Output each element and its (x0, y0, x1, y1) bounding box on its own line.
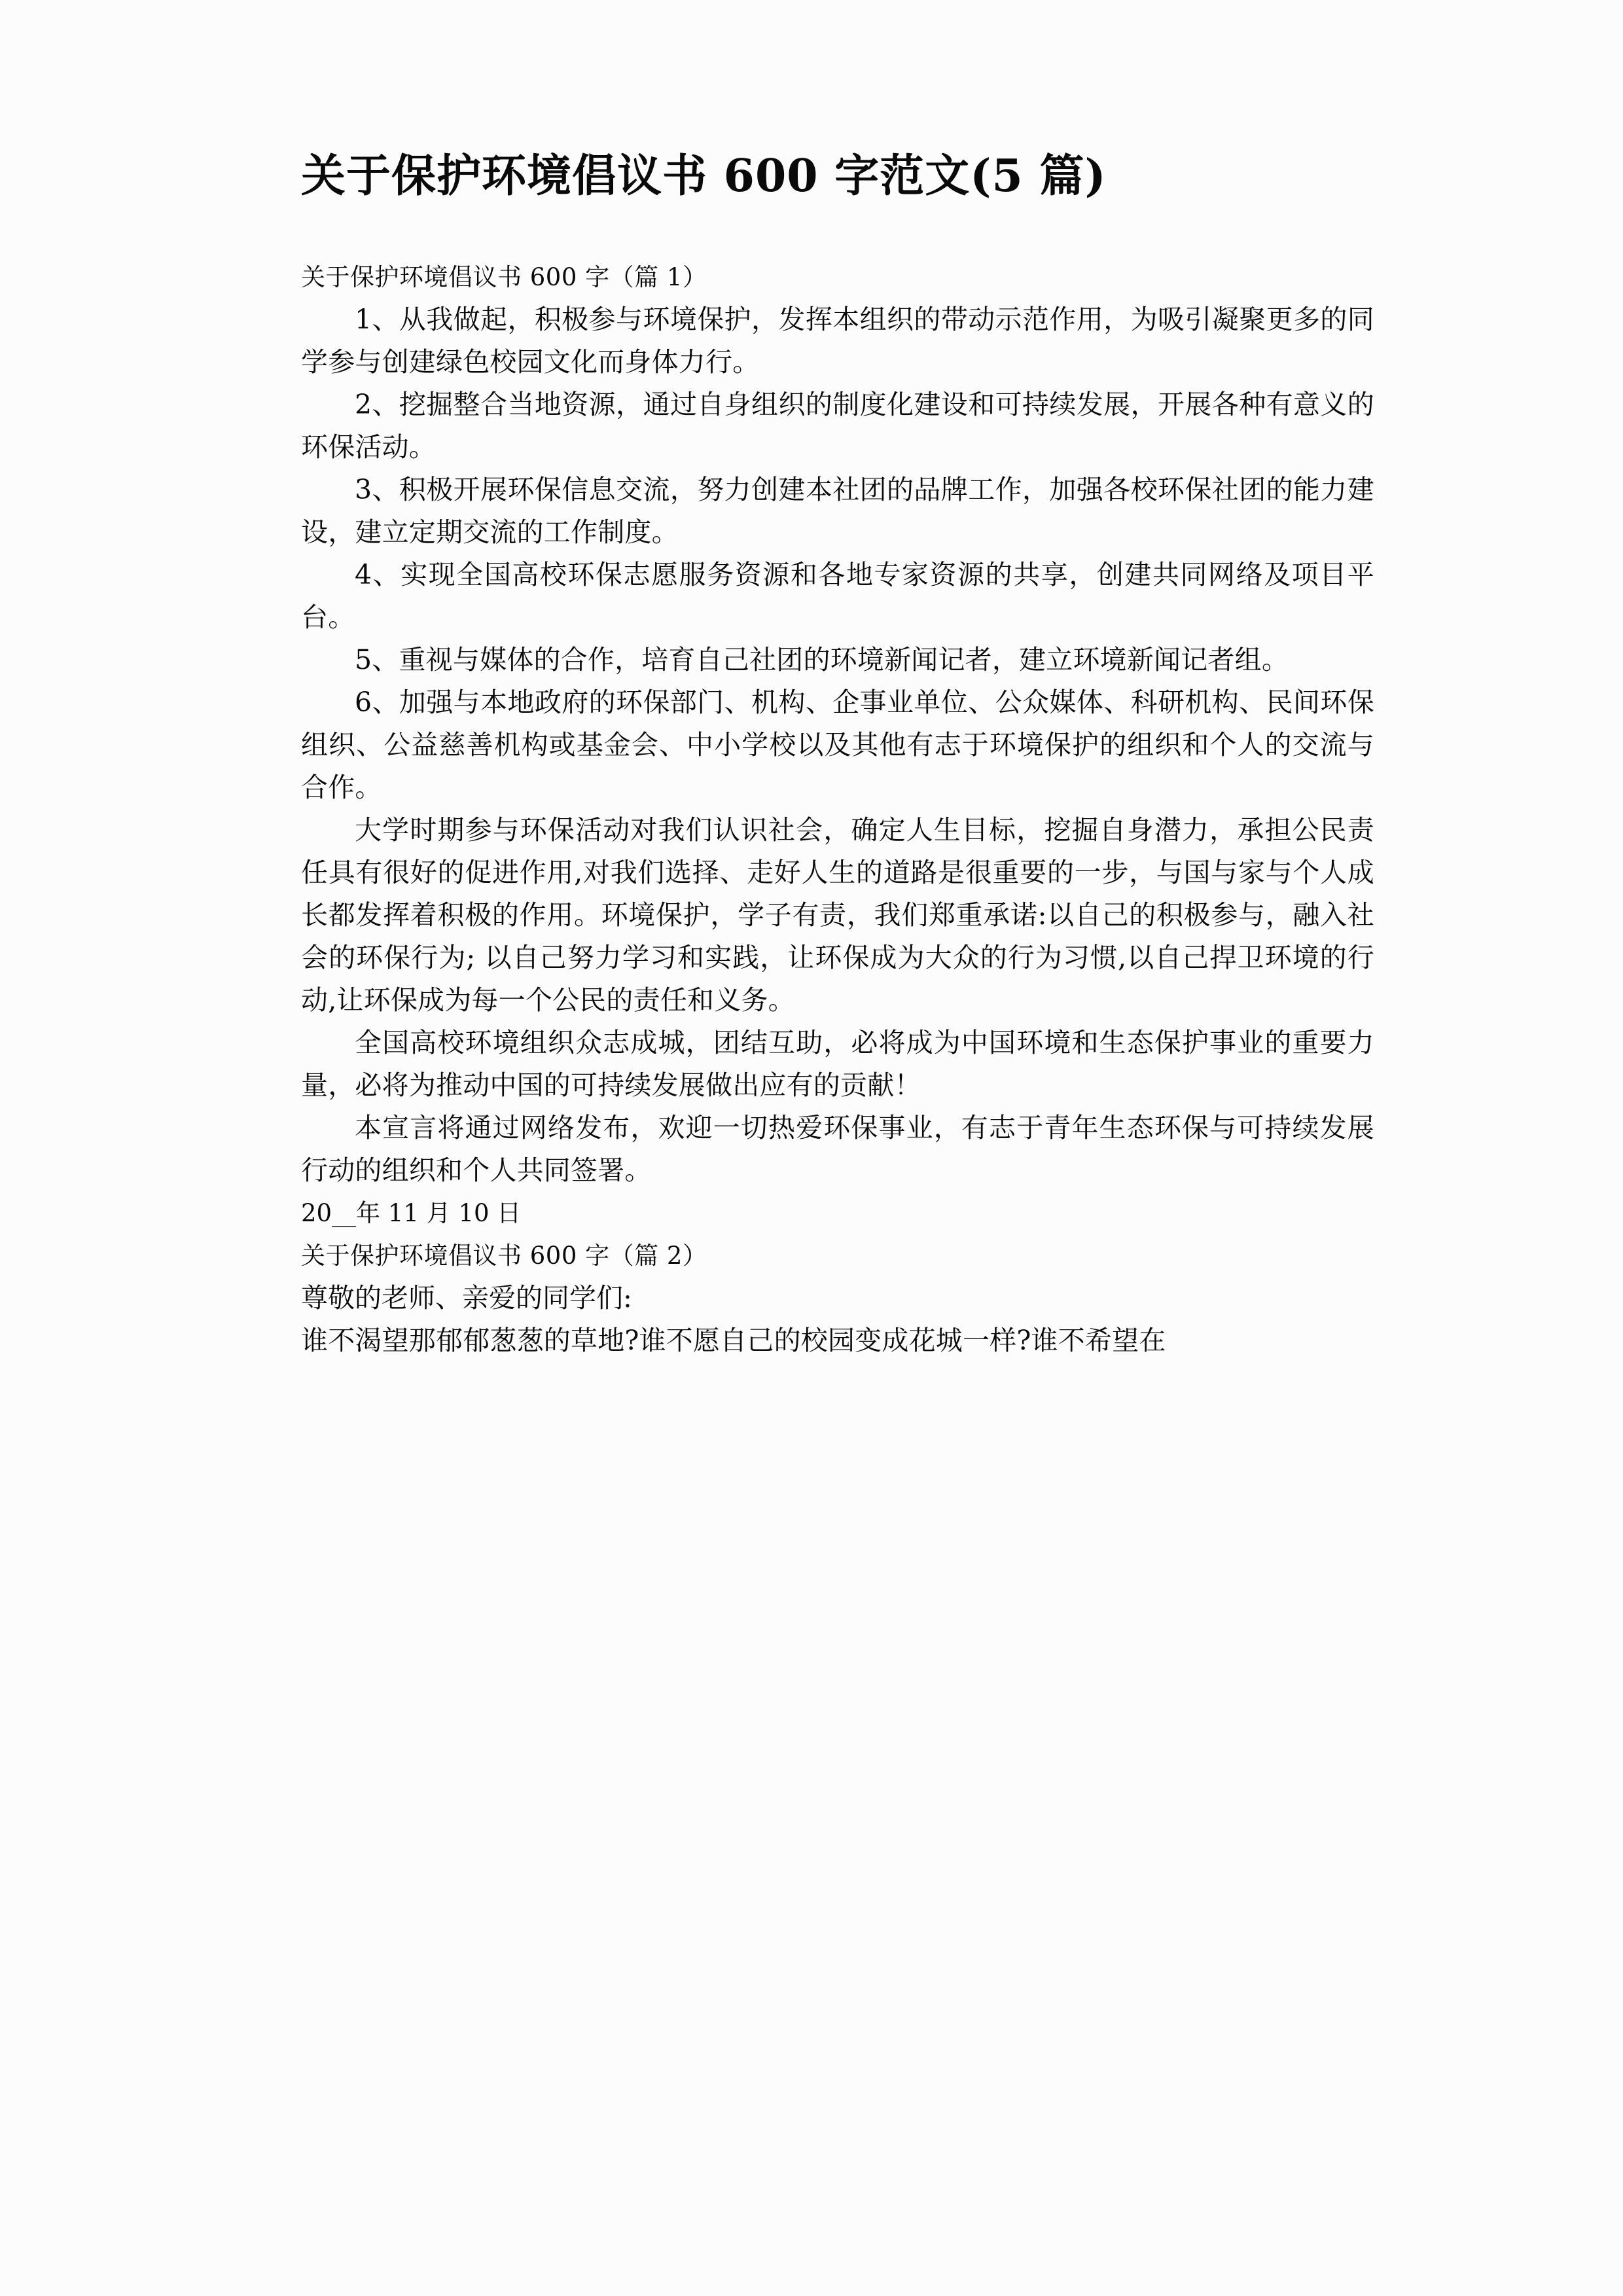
body-paragraph: 本宣言将通过网络发布，欢迎一切热爱环保事业，有志于青年生态环保与可持续发展行动的组织和个人共同签署。 (301, 1112, 1374, 1186)
body-paragraph: 全国高校环境组织众志成城，团结互助，必将成为中国环境和生态保护事业的重要力量，必将为推动中国的可持续发展做出应有的贡献！ (301, 1027, 1374, 1101)
body-paragraph: 谁不渴望那郁郁葱葱的草地?谁不愿自己的校园变成花城一样?谁不希望在 (301, 1325, 1166, 1356)
section-heading-1: 关于保护环境倡议书 600 字（篇 1） (301, 263, 707, 291)
list-item: 3、积极开展环保信息交流，努力创建本社团的品牌工作，加强各校环保社团的能力建设，建立定期交流的工作制度。 (301, 474, 1374, 548)
section-heading-2: 关于保护环境倡议书 600 字（篇 2） (301, 1242, 707, 1270)
list-item: 5、重视与媒体的合作，培育自己社团的环境新闻记者，建立环境新闻记者组。 (355, 644, 1289, 675)
title-spacer (301, 198, 1374, 256)
salutation: 尊敬的老师、亲爱的同学们: (301, 1282, 632, 1314)
list-item: 6、加强与本地政府的环保部门、机构、企事业单位、公众媒体、科研机构、民间环保组织、公益慈善机构或基金会、中小学校以及其他有志于环境保护的组织和个人的交流与合作。 (301, 687, 1374, 803)
list-item: 2、挖掘整合当地资源，通过自身组织的制度化建设和可持续发展，开展各种有意义的环保活动。 (301, 389, 1374, 463)
list-item: 4、实现全国高校环保志愿服务资源和各地专家资源的共享，创建共同网络及项目平台。 (301, 559, 1374, 633)
date-line: 20__年 11 月 10 日 (301, 1199, 522, 1227)
body-paragraph: 大学时期参与环保活动对我们认识社会，确定人生目标，挖掘自身潜力，承担公民责任具有很好的促进作用,对我们选择、走好人生的道路是很重要的一步，与国与家与个人成长都发挥着积极的作用。环境保护，学子有责，我们郑重承诺:以自己的积极参与，融入社会的环保行为; 以自己努力学习和实践，让环保成为大众的行为习惯,以自己捍卫环境的行动,让环保成为每一个公民的责任和义务。 (301, 814, 1374, 1016)
page-title: 关于保护环境倡议书 600 字范文(5 篇) (301, 150, 1107, 202)
document-content (301, 0, 1374, 1362)
list-item: 1、从我做起，积极参与环境保护，发挥本组织的带动示范作用，为吸引凝聚更多的同学参与创建绿色校园文化而身体力行。 (301, 304, 1374, 378)
